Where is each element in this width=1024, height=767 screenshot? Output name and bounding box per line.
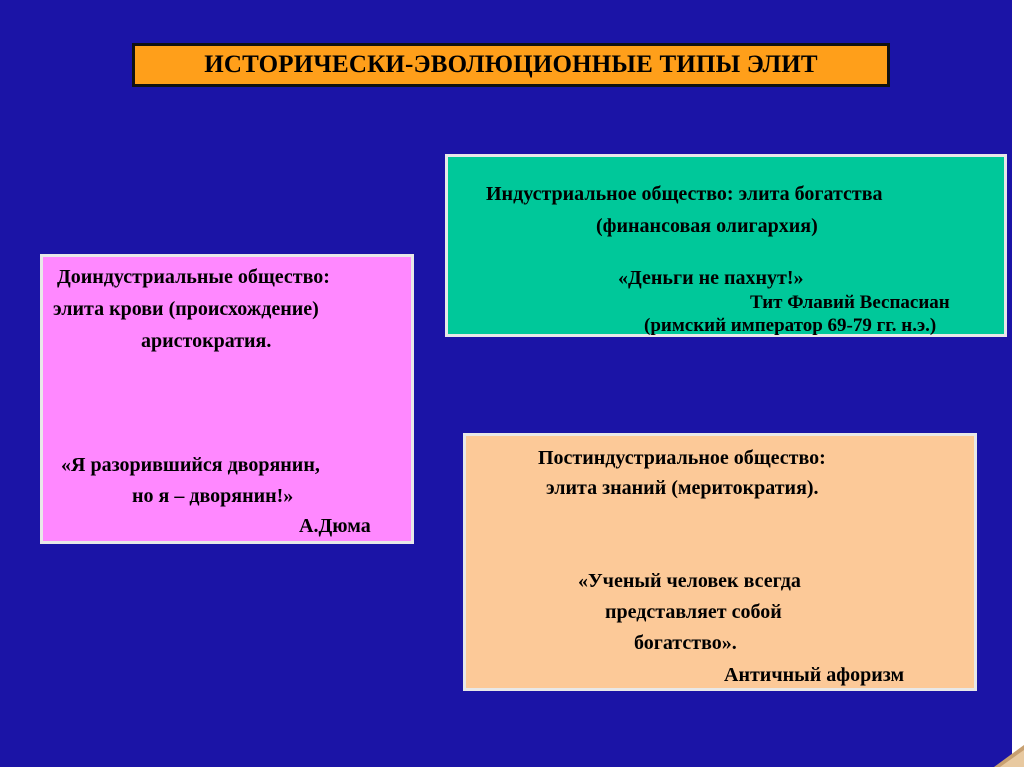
preindustrial-heading-line3: аристократия.: [141, 330, 272, 352]
preindustrial-quote-line2: но я – дворянин!»: [132, 485, 294, 507]
industrial-heading-line2: (финансовая олигархия): [596, 215, 818, 237]
preindustrial-quote-line1: «Я разорившийся дворянин,: [61, 454, 320, 476]
industrial-quote: «Деньги не пахнут!»: [618, 267, 804, 289]
preindustrial-heading-line1: Доиндустриальные общество:: [57, 266, 330, 288]
preindustrial-society-box: [40, 254, 414, 544]
postindustrial-heading-line2: элита знаний (меритократия).: [546, 477, 819, 499]
industrial-society-box: [445, 154, 1007, 337]
postindustrial-quote-line2: представляет собой: [605, 601, 782, 623]
postindustrial-heading-line1: Постиндустриальное общество:: [538, 447, 826, 469]
industrial-author: Тит Флавий Веспасиан: [750, 292, 950, 313]
page-corner-icon: [994, 745, 1024, 767]
slide-title: ИСТОРИЧЕСКИ-ЭВОЛЮЦИОННЫЕ ТИПЫ ЭЛИТ: [204, 51, 818, 78]
preindustrial-heading-line2: элита крови (происхождение): [53, 298, 319, 320]
postindustrial-society-box: [463, 433, 977, 691]
postindustrial-quote-line3: богатство».: [634, 632, 737, 654]
industrial-heading-line1: Индустриальное общество: элита богатства: [486, 183, 883, 205]
slide-title-box: [132, 43, 890, 87]
industrial-author-note: (римский император 69-79 гг. н.э.): [644, 315, 937, 336]
preindustrial-author: А.Дюма: [299, 515, 371, 537]
postindustrial-author: Античный афоризм: [724, 664, 905, 686]
slide-right-border: [1012, 0, 1024, 767]
postindustrial-quote-line1: «Ученый человек всегда: [578, 570, 801, 592]
